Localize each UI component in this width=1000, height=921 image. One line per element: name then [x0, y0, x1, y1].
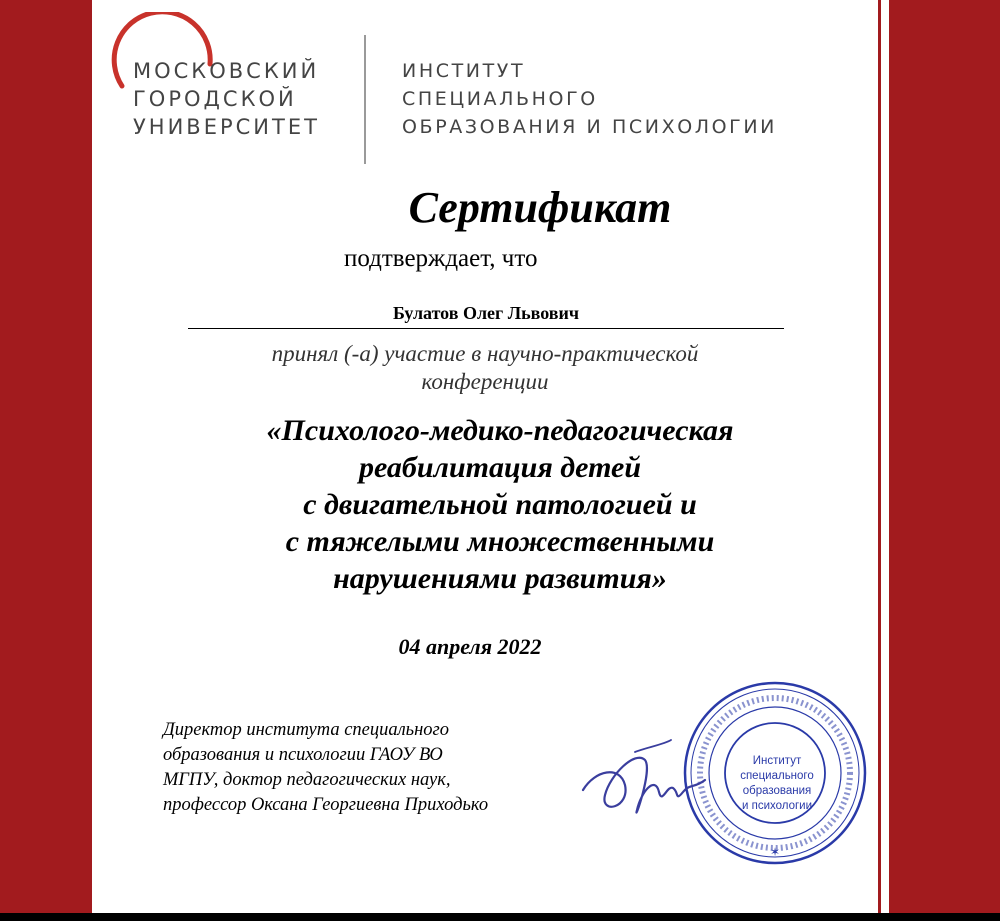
- institute-name-line: СПЕЦИАЛЬНОГО: [402, 88, 598, 110]
- recipient-name: Булатов Олег Львович: [392, 303, 580, 323]
- conference-title-line: реабилитация детей: [358, 451, 642, 484]
- logo-divider: [364, 35, 366, 164]
- conference-title: [160, 412, 840, 597]
- right-red-border: [889, 0, 1000, 913]
- participation-line: конференции: [421, 369, 549, 394]
- certificate-title: Сертификат: [408, 183, 672, 232]
- stamp-text-line: и психологии: [741, 800, 813, 812]
- left-red-border: [0, 0, 92, 913]
- stamp-text-line: специального: [740, 770, 814, 782]
- confirms-text: подтверждает, что: [344, 245, 538, 272]
- director-line: образования и психологии ГАОУ ВО: [163, 745, 443, 765]
- participation-line: принял (-а) участие в научно-практической: [271, 341, 699, 366]
- participation-text: [190, 340, 780, 396]
- stamp-text-line: Институт: [752, 755, 802, 767]
- handwritten-signature-icon: [575, 730, 725, 840]
- conference-title-line: «Психолого-медико-педагогическая: [266, 414, 734, 447]
- paper-edge: [881, 0, 889, 913]
- director-line: профессор Оксана Георгиевна Приходько: [163, 795, 489, 815]
- conference-date: 04 апреля 2022: [398, 634, 542, 659]
- university-name-line: УНИВЕРСИТЕТ: [133, 115, 320, 139]
- conference-title-line: с тяжелыми множественными: [285, 525, 715, 558]
- name-underline: [188, 328, 784, 329]
- director-line: Директор института специального: [163, 720, 450, 740]
- university-name-line: ГОРОДСКОЙ: [133, 87, 297, 111]
- university-name: [133, 57, 320, 141]
- institute-name-line: ИНСТИТУТ: [402, 60, 526, 82]
- svg-text:✶: ✶: [769, 845, 781, 859]
- stamp-text: [732, 754, 822, 814]
- director-signature-block: [163, 718, 488, 818]
- university-name-line: МОСКОВСКИЙ: [133, 59, 320, 83]
- stamp-text-line: образования: [742, 785, 812, 797]
- institute-name-line: ОБРАЗОВАНИЯ И ПСИХОЛОГИИ: [402, 116, 777, 138]
- institute-name: [402, 57, 777, 141]
- conference-title-line: нарушениями развития»: [333, 562, 667, 595]
- conference-title-line: с двигательной патологией и: [303, 488, 697, 521]
- director-line: МГПУ, доктор педагогических наук,: [163, 770, 451, 790]
